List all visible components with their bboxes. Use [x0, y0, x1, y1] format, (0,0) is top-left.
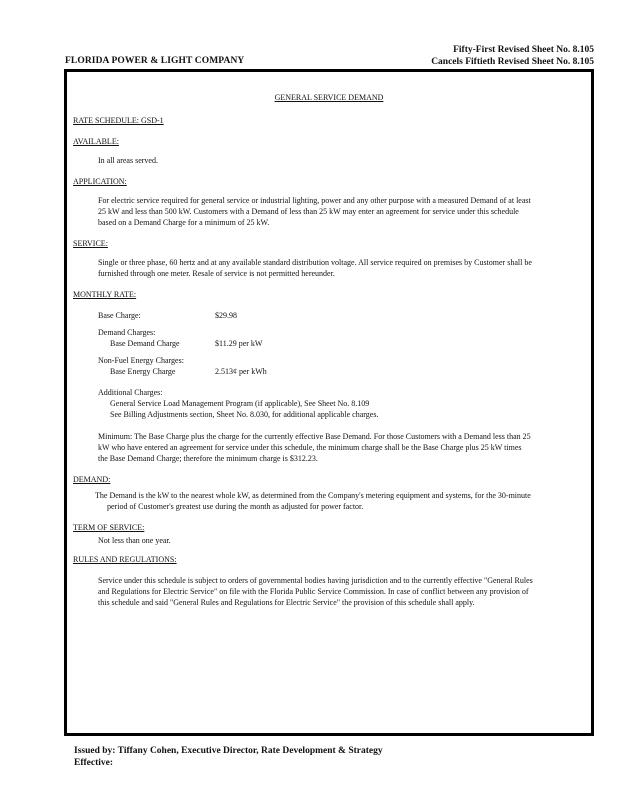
nonfuel-block [73, 355, 597, 377]
sheet-cancels: Cancels Fiftieth Revised Sheet No. 8.105 [431, 57, 594, 67]
text-line: Single or three phase, 60 hertz and at any available standard distribution voltage. All service required on premises by Customer shall be [98, 258, 532, 267]
company-name: FLORIDA POWER & LIGHT COMPANY [65, 56, 245, 66]
demand-heading: DEMAND: [73, 475, 111, 484]
text-line: General Service Load Management Program (if applicable), See Sheet No. 8.109 [110, 399, 370, 408]
page-title: GENERAL SERVICE DEMAND [274, 93, 384, 102]
footer [74, 745, 383, 769]
demand-charges-block [73, 327, 597, 349]
base-energy-row [98, 366, 597, 377]
text-line: this schedule and said "General Rules and Regulations for Electric Service" the provision of this schedule shall apply. [98, 598, 475, 607]
base-charge-value: $29.98 [215, 311, 237, 320]
term-text: Not less than one year. [98, 536, 171, 545]
text-line: For electric service required for general service or industrial lighting, power and any other purpose with a measured Demand of at least [98, 196, 531, 205]
text-line: See Billing Adjustments section, Sheet No. 8.030, for additional applicable charges. [110, 410, 379, 419]
available-text: In all areas served. [98, 156, 158, 165]
available-heading: AVAILABLE: [73, 137, 119, 146]
base-demand-label: Base Demand Charge [110, 339, 180, 348]
base-energy-label: Base Energy Charge [110, 367, 176, 376]
text-line: the Base Demand Charge; therefore the minimum charge is $312.23. [98, 454, 318, 463]
text-line: 25 kW and less than 500 kW. Customers with a Demand of less than 25 kW may enter an agreement for service under this schedule [98, 207, 519, 216]
additional-charges-block [73, 387, 597, 420]
base-demand-value: $11.29 per kW [215, 339, 263, 348]
text-line: and Regulations for Electric Service" on file with the Florida Public Service Commission. In case of conflict between any provision of [98, 587, 529, 596]
base-energy-value: 2.513¢ per kWh [215, 367, 267, 376]
service-heading: SERVICE: [73, 239, 108, 248]
minimum-paragraph [73, 431, 597, 464]
tariff-content [73, 92, 597, 608]
issued-by: Issued by: Tiffany Cohen, Executive Director, Rate Development & Strategy [74, 746, 383, 756]
text-line: based on a Demand Charge for a minimum of 25 kW. [98, 218, 270, 227]
additional-label: Additional Charges: [98, 388, 163, 397]
application-heading: APPLICATION: [73, 177, 127, 186]
demand-charges-label: Demand Charges: [98, 328, 156, 337]
base-charge-row [98, 310, 597, 321]
base-charge-label: Base Charge: [98, 311, 141, 320]
text-line: furnished through one meter. Resale of service is not permitted hereunder. [98, 269, 335, 278]
application-paragraph [73, 195, 597, 228]
service-paragraph [73, 257, 597, 279]
text-line: Minimum: The Base Charge plus the charge for the currently effective Base Demand. For those Customers with a Demand less than 25 [98, 432, 531, 441]
rules-heading: RULES AND REGULATIONS: [73, 555, 177, 564]
text-line: Service under this schedule is subject to orders of governmental bodies having jurisdiction and to the currently effective "General Rules [98, 576, 533, 585]
sheet-number-block [431, 44, 594, 68]
rate-schedule-heading: RATE SCHEDULE: GSD-1 [73, 116, 164, 125]
rules-paragraph [73, 575, 597, 608]
base-demand-row [98, 338, 597, 349]
text-line: period of Customer's greatest use during the month as adjusted for power factor. [107, 502, 364, 511]
text-line: kW who have entered an agreement for service under this schedule, the minimum charge shall be the Base Charge plus 25 kW times [98, 443, 522, 452]
base-charge-block [73, 310, 597, 321]
term-heading: TERM OF SERVICE: [73, 523, 145, 532]
monthly-rate-heading: MONTHLY RATE: [73, 290, 137, 299]
nonfuel-label: Non-Fuel Energy Charges: [98, 356, 184, 365]
sheet-revision: Fifty-First Revised Sheet No. 8.105 [453, 45, 594, 55]
demand-paragraph [73, 490, 597, 512]
effective-date: Effective: [74, 758, 114, 768]
text-line: The Demand is the kW to the nearest whole kW, as determined from the Company's metering equipment and systems, for the 30-minute [95, 491, 531, 500]
